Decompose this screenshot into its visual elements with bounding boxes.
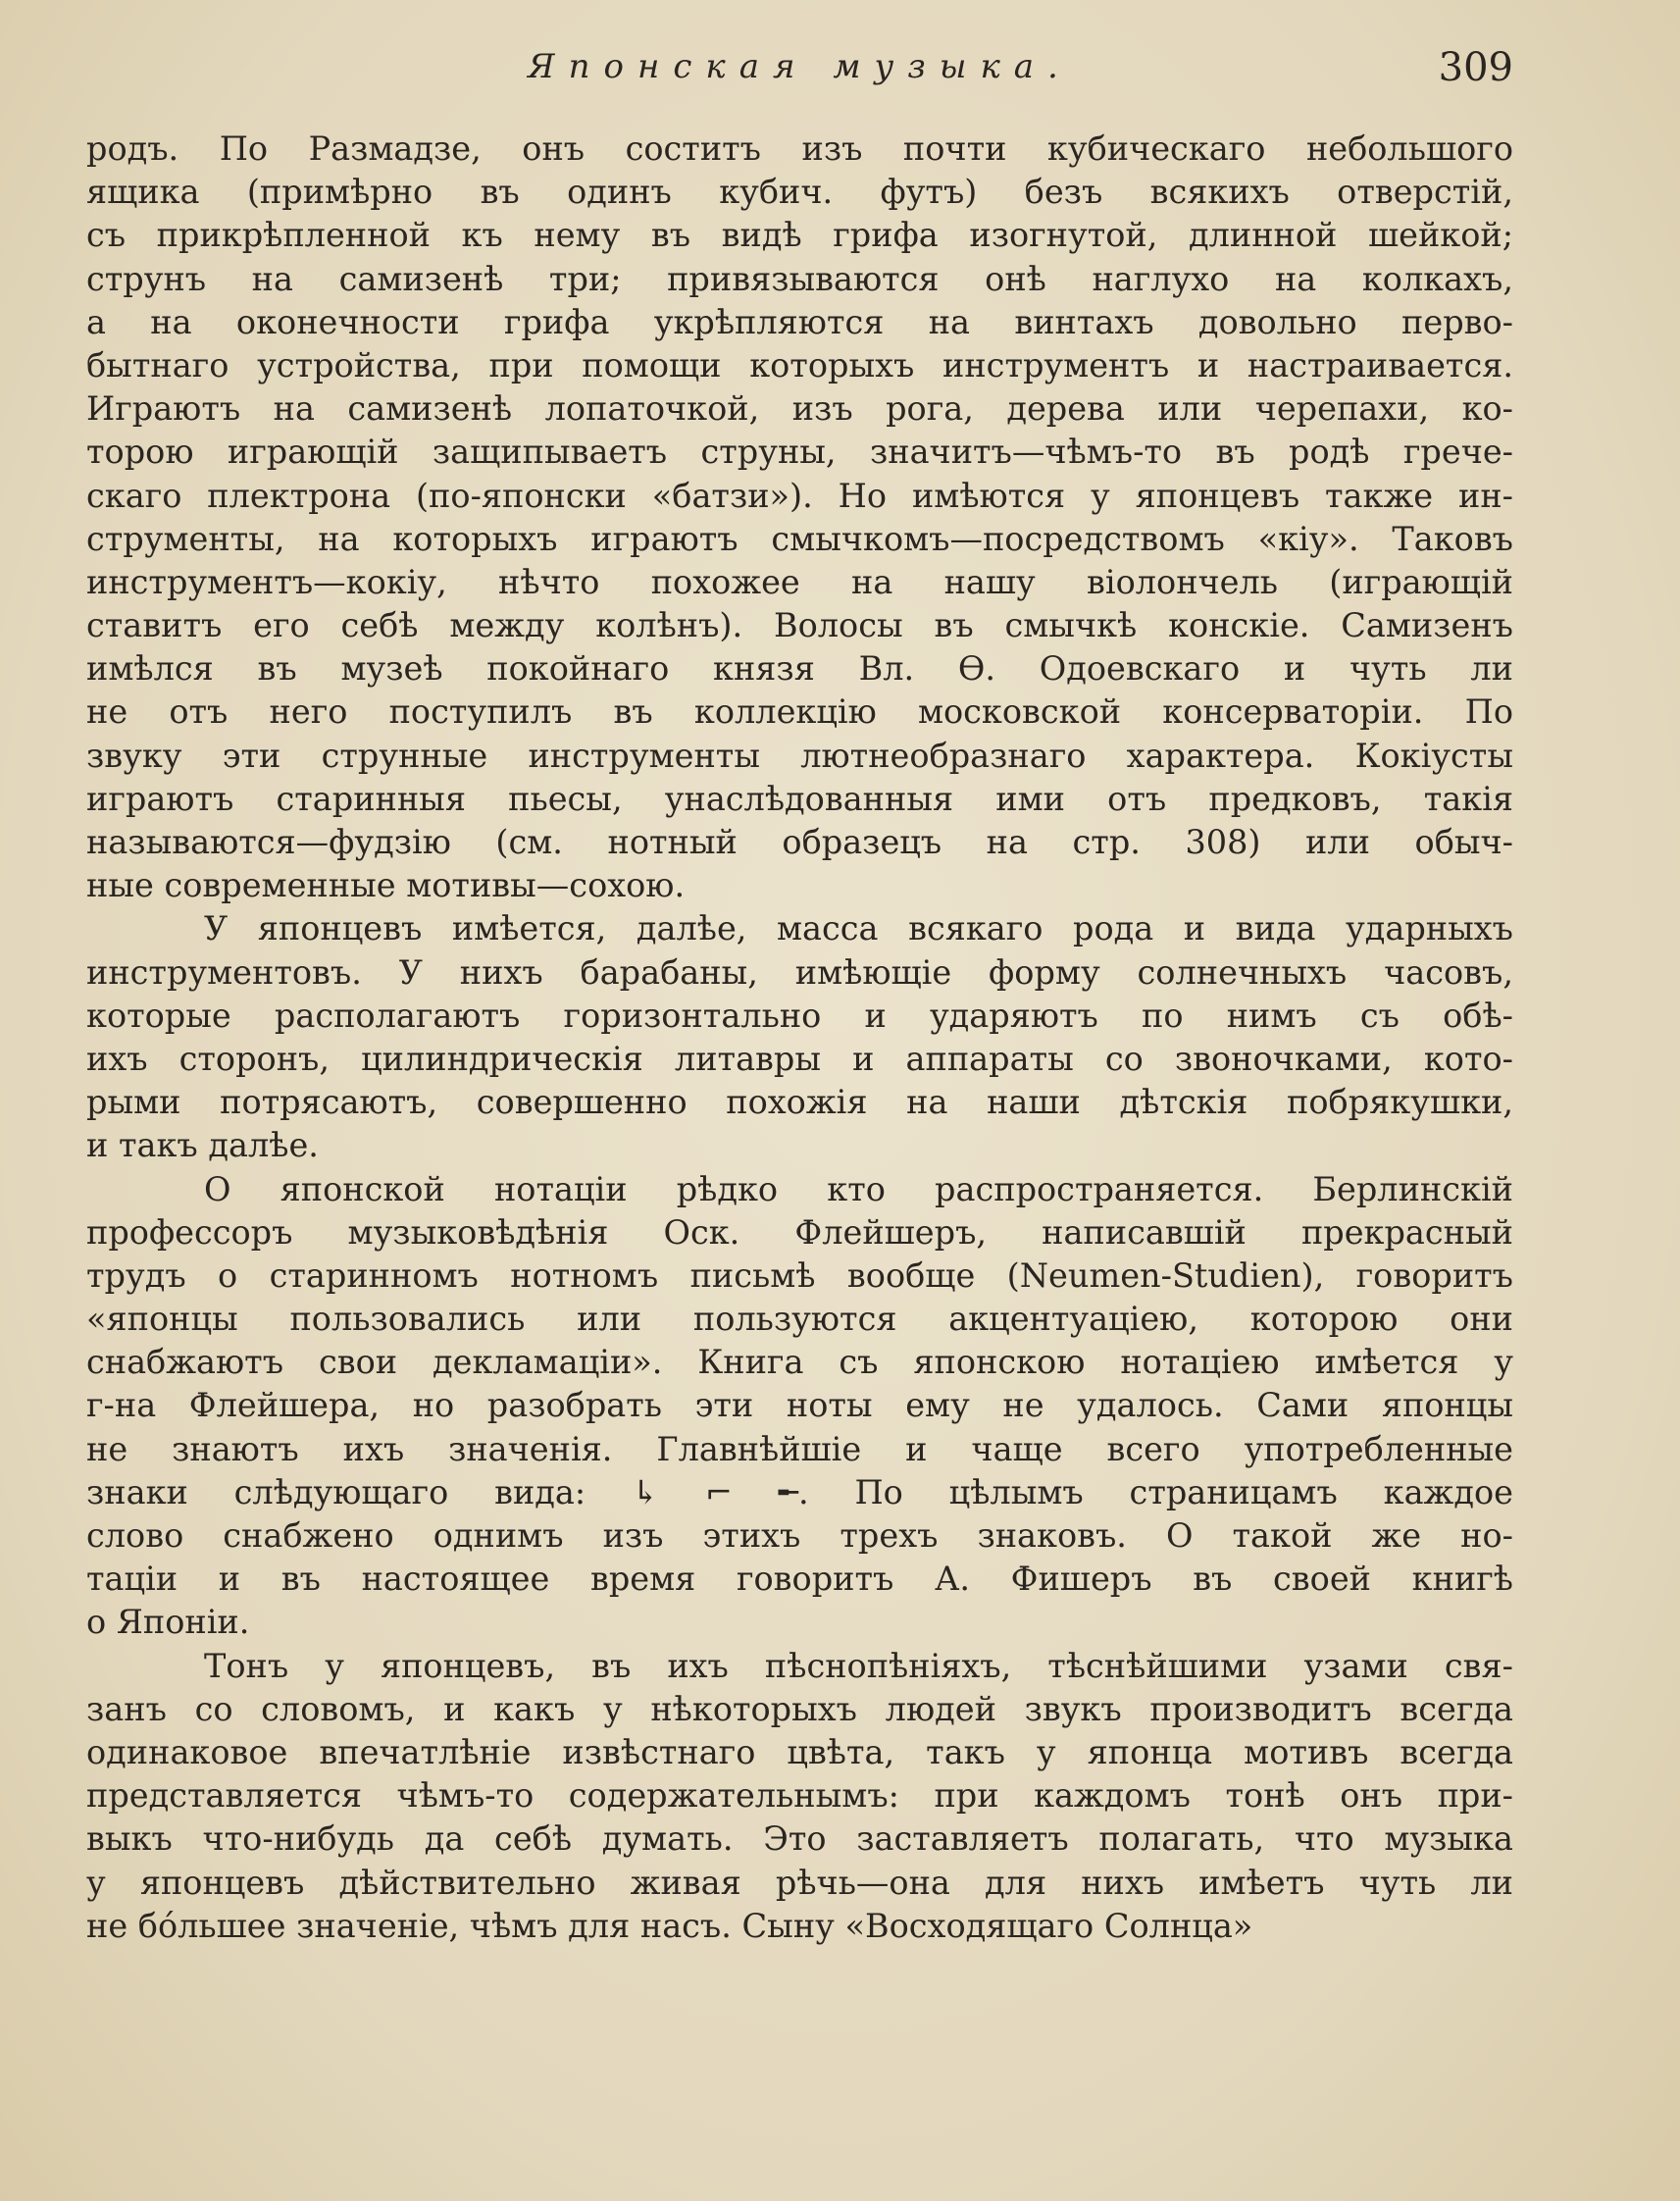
text-line: инструментовъ. У нихъ барабаны, имѣющіе форму солнечныхъ часовъ,: [86, 952, 1513, 992]
text-line: съ прикрѣпленной къ нему въ видѣ грифа изогнутой, длинной шейкой;: [86, 216, 1513, 255]
text-line: о Японіи.: [86, 1603, 250, 1642]
text-line: которые располагаютъ горизонтально и ударяютъ по нимъ съ обѣ-: [86, 996, 1513, 1035]
text-line: инструментъ—кокіу, нѣчто похожее на нашу віолончель (играющій: [86, 562, 1513, 601]
page-number: 309: [1438, 45, 1513, 90]
text-line: скаго плектрона (по-японски «батзи»). Но имѣются у японцевъ также ин-: [86, 476, 1513, 515]
paragraph: [86, 907, 1513, 1167]
text-line: не бóльшее значеніе, чѣмъ для насъ. Сыну «Восходящаго Солнца»: [86, 1906, 1253, 1945]
paragraph: [86, 1645, 1513, 1948]
paragraph: [86, 1168, 1513, 1645]
text-line: Играютъ на самизенѣ лопаточкой, изъ рога, дерева или черепахи, ко-: [86, 389, 1513, 429]
text-line: рыми потрясаютъ, совершенно похожія на наши дѣтскія побрякушки,: [86, 1083, 1513, 1122]
text-line: О японской нотаціи рѣдко кто распространяется. Берлинскій: [204, 1169, 1513, 1208]
text-line: Тонъ у японцевъ, въ ихъ пѣснопѣніяхъ, тѣснѣйшими узами свя-: [204, 1646, 1513, 1685]
text-line: занъ со словомъ, и какъ у нѣкоторыхъ людей звукъ производитъ всегда: [86, 1689, 1513, 1728]
text-line: таціи и въ настоящее время говоритъ А. Фишеръ въ своей книгѣ: [86, 1560, 1513, 1599]
text-line: называются—фудзію (см. нотный образецъ на стр. 308) или обыч-: [86, 823, 1513, 861]
paragraph: [86, 128, 1513, 907]
text-line: родъ. По Размадзе, онъ соститъ изъ почти кубическаго небольшого: [86, 129, 1513, 168]
text-line: г-на Флейшера, но разобрать эти ноты ему не удалось. Сами японцы: [86, 1386, 1513, 1425]
text-line: ящика (примѣрно въ одинъ кубич. футъ) безъ всякихъ отверстій,: [86, 173, 1513, 212]
text-line: слово снабжено однимъ изъ этихъ трехъ знаковъ. О такой же но-: [86, 1516, 1513, 1555]
body-text: [86, 128, 1513, 1948]
text-line: а на оконечности грифа укрѣпляются на винтахъ довольно перво-: [86, 302, 1513, 341]
text-line: и такъ далѣе.: [86, 1126, 319, 1165]
text-line: выкъ что-нибудь да себѣ думать. Это заставляетъ полагать, что музыка: [86, 1819, 1513, 1859]
text-line: бытнаго устройства, при помощи которыхъ инструментъ и настраивается.: [86, 345, 1513, 384]
text-line: У японцевъ имѣется, далѣе, масса всякаго рода и вида ударныхъ: [204, 909, 1513, 948]
text-line: не знаютъ ихъ значенія. Главнѣйшіе и чаще всего употребленные: [86, 1429, 1513, 1468]
text-line: не отъ него поступилъ въ коллекцію московской консерваторіи. По: [86, 692, 1513, 732]
text-line: торою играющій защипываетъ струны, значитъ—чѣмъ-то въ родѣ грече-: [86, 433, 1513, 472]
text-line: ные современные мотивы—сохою.: [86, 866, 686, 905]
text-line: ихъ сторонъ, цилиндрическія литавры и аппараты со звоночками, кото-: [86, 1039, 1513, 1078]
page-header: [86, 39, 1513, 98]
text-line: трудъ о старинномъ нотномъ письмѣ вообще (Neumen-Studien), говоритъ: [86, 1255, 1513, 1295]
text-line: ставитъ его себѣ между колѣнъ). Волосы въ смычкѣ конскіе. Самизенъ: [86, 606, 1513, 645]
text-line: одинаковое впечатлѣніе извѣстнаго цвѣта, такъ у японца мотивъ всегда: [86, 1732, 1513, 1771]
text-line: звуку эти струнные инструменты лютнеобразнаго характера. Кокіусты: [86, 736, 1513, 775]
text-line: струменты, на которыхъ играютъ смычкомъ—посредствомъ «кіу». Таковъ: [86, 519, 1513, 558]
text-line: знаки слѣдующаго вида: ↳ ⌐ ╾. По цѣлымъ страницамъ каждое: [86, 1472, 1513, 1511]
text-line: представляется чѣмъ-то содержательнымъ: при каждомъ тонѣ онъ при-: [86, 1776, 1513, 1816]
text-line: струнъ на самизенѣ три; привязываются онѣ наглухо на колкахъ,: [86, 259, 1513, 298]
text-line: снабжаютъ свои декламаціи». Книга съ японскою нотаціею имѣется у: [86, 1343, 1513, 1382]
text-line: имѣлся въ музеѣ покойнаго князя Вл. Ѳ. Одоевскаго и чуть ли: [86, 649, 1513, 689]
text-line: у японцевъ дѣйствительно живая рѣчь—она для нихъ имѣетъ чуть ли: [86, 1863, 1513, 1902]
text-line: профессоръ музыковѣдѣнія Оск. Флейшеръ, написавшій прекрасный: [86, 1212, 1513, 1252]
text-line: «японцы пользовались или пользуются акцентуаціею, которою они: [86, 1300, 1513, 1339]
running-title: Японская музыка.: [528, 47, 1072, 86]
text-line: играютъ старинныя пьесы, унаслѣдованныя ими отъ предковъ, такія: [86, 779, 1513, 818]
